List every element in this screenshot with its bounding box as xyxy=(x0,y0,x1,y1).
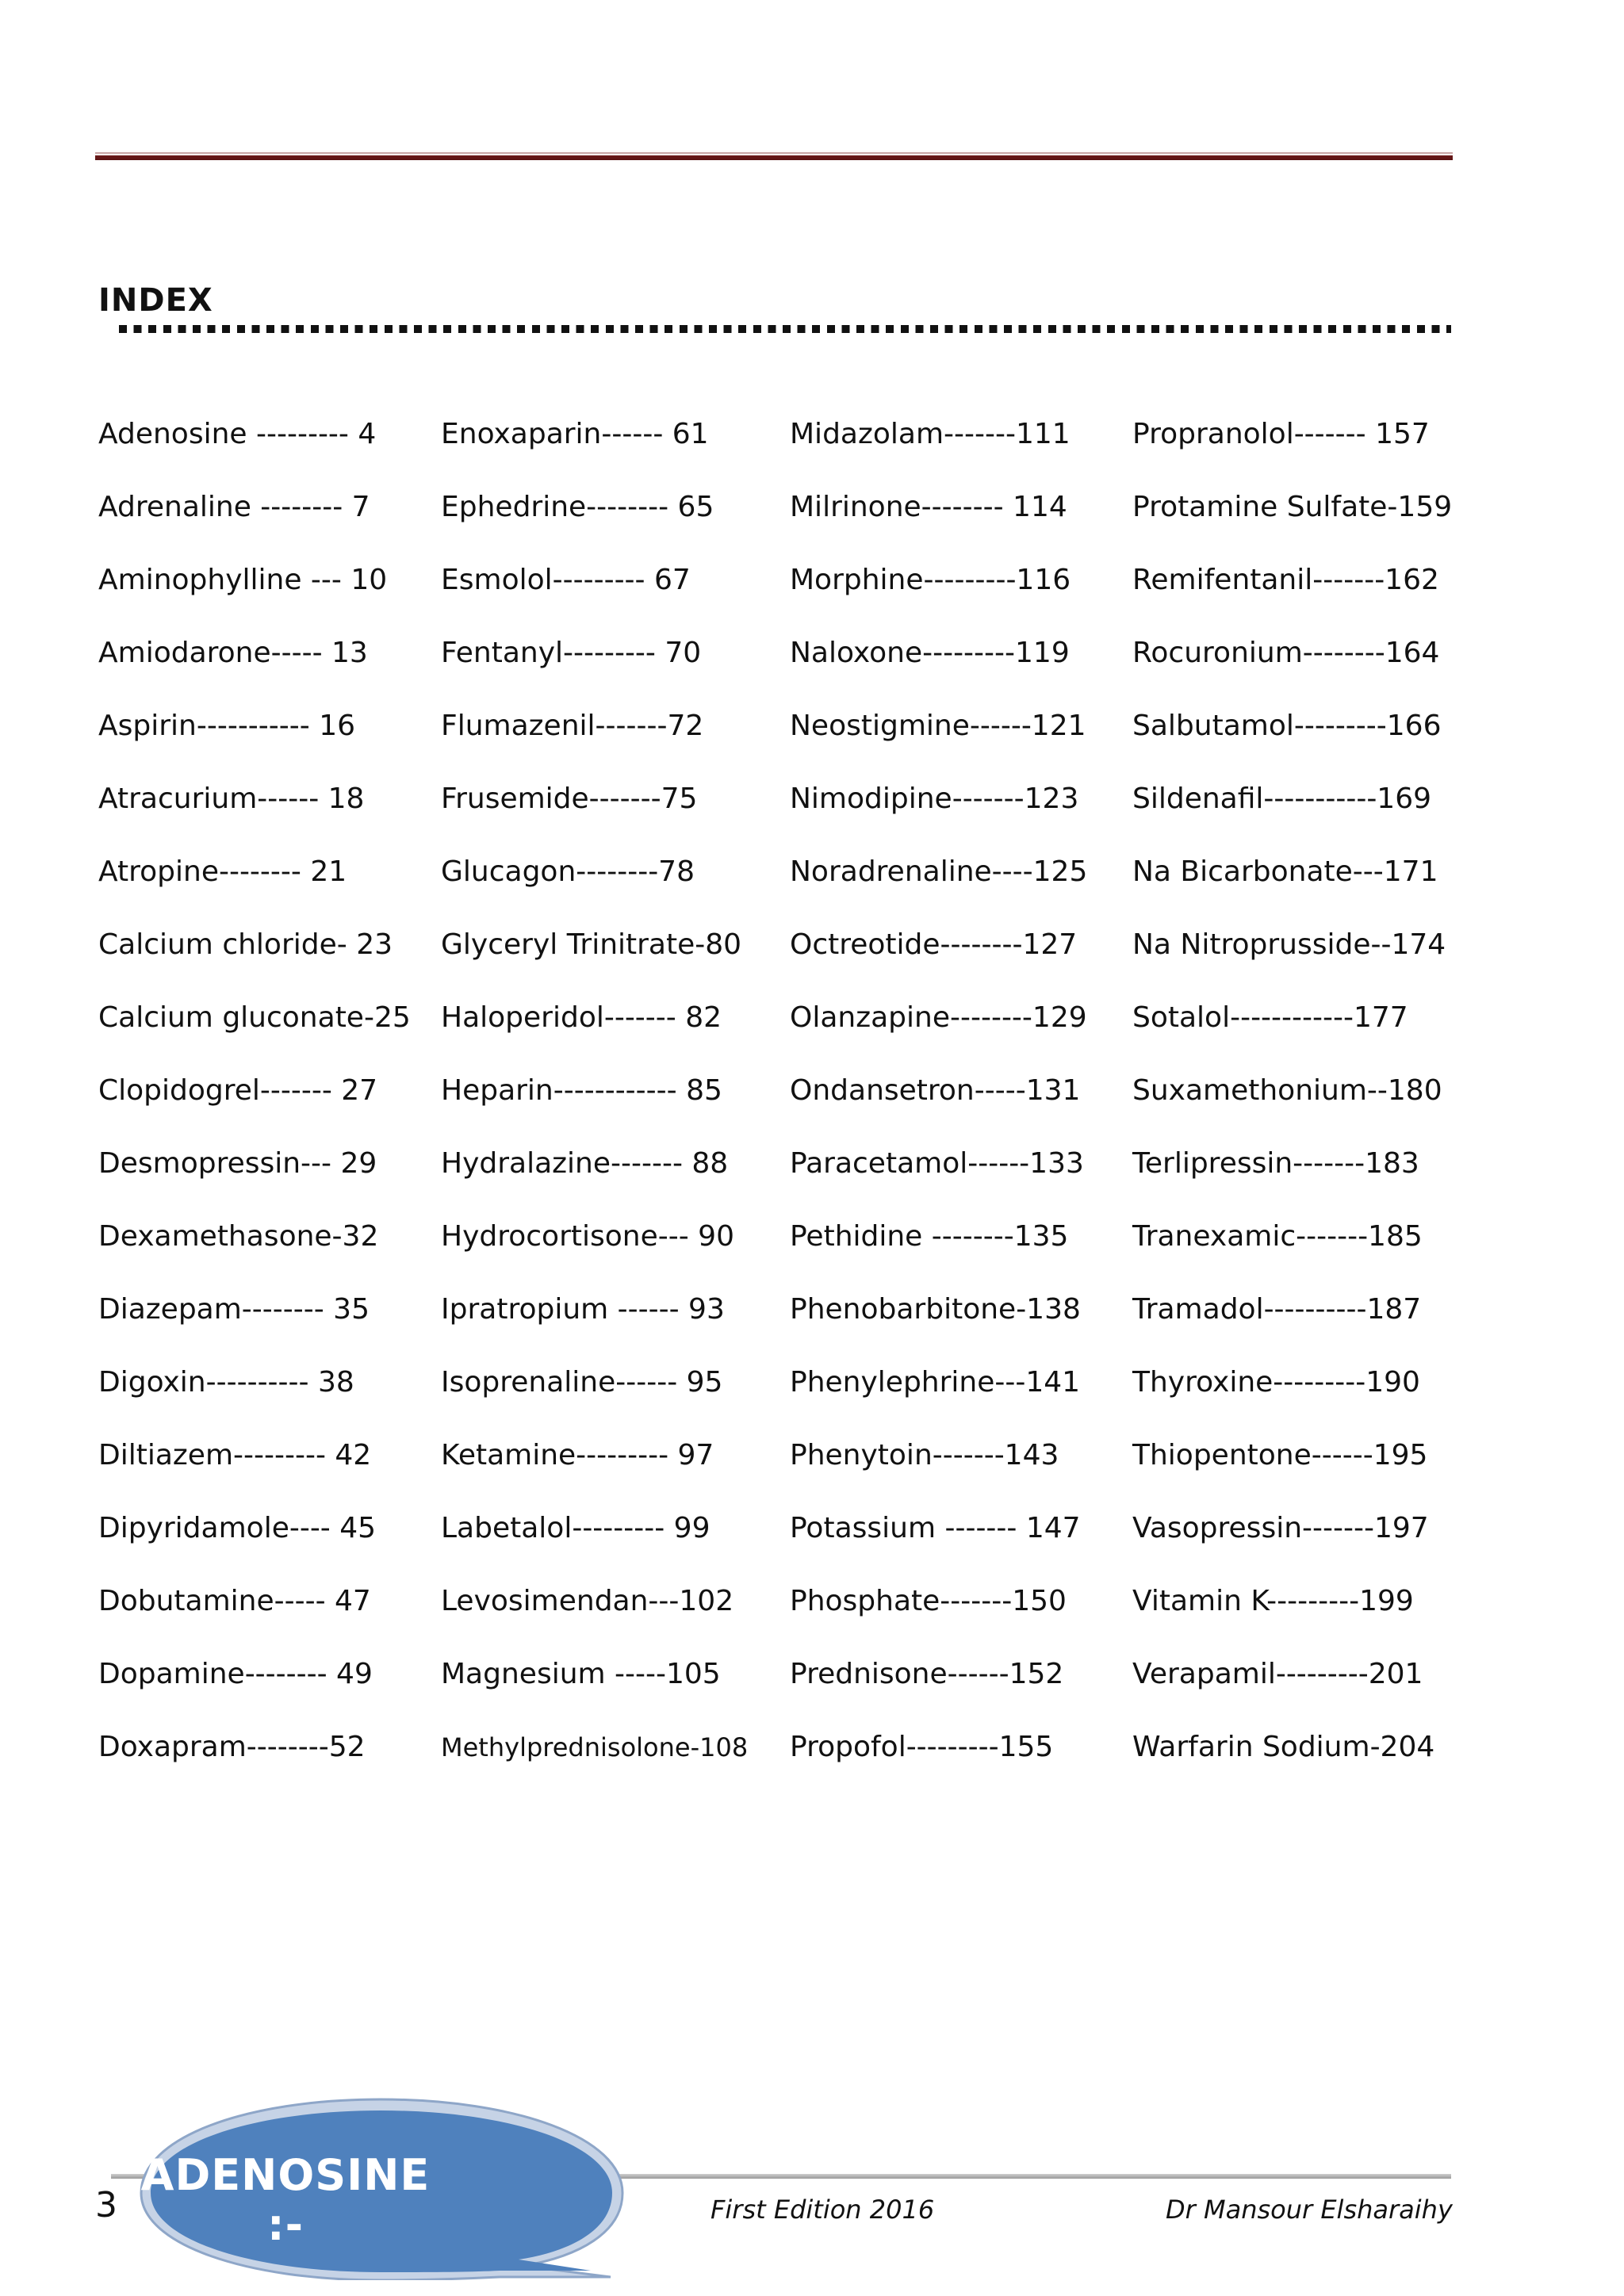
index-entry: Phenytoin-------143 xyxy=(790,1439,1059,1471)
index-entry: Aspirin----------- 16 xyxy=(98,710,355,742)
index-entry: Esmolol--------- 67 xyxy=(441,564,691,596)
index-entry: Pethidine --------135 xyxy=(790,1220,1069,1253)
index-entry: Verapamil---------201 xyxy=(1132,1658,1423,1690)
index-entry: Frusemide-------75 xyxy=(441,783,698,815)
index-entry: Adrenaline -------- 7 xyxy=(98,491,370,523)
index-entry: Enoxaparin------ 61 xyxy=(441,418,709,450)
index-entry: Ephedrine-------- 65 xyxy=(441,491,714,523)
index-entry: Tranexamic-------185 xyxy=(1132,1220,1423,1253)
index-entry: Levosimendan---102 xyxy=(441,1585,734,1617)
index-entry: Paracetamol------133 xyxy=(790,1147,1084,1180)
index-entry: Methylprednisolone-108 xyxy=(441,1732,749,1762)
index-entry: Vitamin K---------199 xyxy=(1132,1585,1414,1617)
index-entry: Magnesium -----105 xyxy=(441,1658,721,1690)
index-column-4 xyxy=(1132,411,1452,1797)
index-entry: Prednisone------152 xyxy=(790,1658,1064,1690)
page-number: 3 xyxy=(95,2185,117,2225)
index-entry: Sotalol------------177 xyxy=(1132,1001,1408,1034)
index-entry: Digoxin---------- 38 xyxy=(98,1366,354,1399)
index-entry: Na Nitroprusside--174 xyxy=(1132,928,1446,961)
index-entry: Na Bicarbonate---171 xyxy=(1132,855,1438,888)
index-entry: Flumazenil-------72 xyxy=(441,710,704,742)
index-entry: Diazepam-------- 35 xyxy=(98,1293,370,1326)
index-entry: Clopidogrel------- 27 xyxy=(98,1074,378,1107)
index-entry: Suxamethonium--180 xyxy=(1132,1074,1442,1107)
index-entry: Propofol---------155 xyxy=(790,1731,1054,1763)
index-entry: Phenylephrine---141 xyxy=(790,1366,1081,1399)
index-entry: Octreotide--------127 xyxy=(790,928,1078,961)
index-entry: Remifentanil-------162 xyxy=(1132,564,1439,596)
index-entry: Heparin------------ 85 xyxy=(441,1074,722,1107)
index-entry: Tramadol----------187 xyxy=(1132,1293,1422,1326)
index-column-2 xyxy=(441,411,748,1797)
index-entry: Ipratropium ------ 93 xyxy=(441,1293,725,1326)
index-entry: Terlipressin-------183 xyxy=(1132,1147,1419,1180)
index-entry: Phosphate-------150 xyxy=(790,1585,1067,1617)
index-entry: Glyceryl Trinitrate-80 xyxy=(441,928,742,961)
index-entry: Thyroxine---------190 xyxy=(1132,1366,1420,1399)
index-entry: Doxapram--------52 xyxy=(98,1731,366,1763)
index-entry: Potassium ------- 147 xyxy=(790,1512,1081,1544)
index-entry: Ketamine--------- 97 xyxy=(441,1439,714,1471)
index-entry: Atropine-------- 21 xyxy=(98,855,347,888)
index-entry: Dopamine-------- 49 xyxy=(98,1658,373,1690)
index-entry: Midazolam-------111 xyxy=(790,418,1071,450)
index-column-1 xyxy=(98,411,411,1797)
index-entry: Adenosine --------- 4 xyxy=(98,418,377,450)
index-entry: Rocuronium--------164 xyxy=(1132,637,1440,669)
index-entry: Atracurium------ 18 xyxy=(98,783,365,815)
index-entry: Neostigmine------121 xyxy=(790,710,1086,742)
index-entry: Morphine---------116 xyxy=(790,564,1071,596)
index-entry: Labetalol--------- 99 xyxy=(441,1512,710,1544)
index-dashed-rule xyxy=(119,325,1451,333)
index-column-3 xyxy=(790,411,1087,1797)
index-entry: Amiodarone----- 13 xyxy=(98,637,368,669)
index-entry: Dipyridamole---- 45 xyxy=(98,1512,377,1544)
index-entry: Warfarin Sodium-204 xyxy=(1132,1731,1435,1763)
index-entry: Milrinone-------- 114 xyxy=(790,491,1067,523)
index-entry: Hydrocortisone--- 90 xyxy=(441,1220,734,1253)
index-entry: Sildenafil-----------169 xyxy=(1132,783,1432,815)
index-entry: Ondansetron-----131 xyxy=(790,1074,1081,1107)
index-entry: Nimodipine-------123 xyxy=(790,783,1079,815)
index-entry: Isoprenaline------ 95 xyxy=(441,1366,723,1399)
index-entry: Dobutamine----- 47 xyxy=(98,1585,371,1617)
index-entry: Glucagon--------78 xyxy=(441,855,695,888)
index-entry: Calcium chloride- 23 xyxy=(98,928,393,961)
index-entry: Dexamethasone-32 xyxy=(98,1220,379,1253)
index-entry: Phenobarbitone-138 xyxy=(790,1293,1081,1326)
index-entry: Aminophylline --- 10 xyxy=(98,564,388,596)
index-entry: Calcium gluconate-25 xyxy=(98,1001,411,1034)
index-title: INDEX xyxy=(98,282,213,319)
index-entry: Olanzapine--------129 xyxy=(790,1001,1087,1034)
chapter-banner-label: ADENOSINE :- xyxy=(140,2150,431,2250)
index-entry: Hydralazine------- 88 xyxy=(441,1147,729,1180)
index-entry: Noradrenaline----125 xyxy=(790,855,1088,888)
index-entry: Thiopentone------195 xyxy=(1132,1439,1428,1471)
index-entry: Vasopressin-------197 xyxy=(1132,1512,1429,1544)
index-entry: Propranolol------- 157 xyxy=(1132,418,1430,450)
index-entry: Diltiazem--------- 42 xyxy=(98,1439,372,1471)
index-entry: Naloxone---------119 xyxy=(790,637,1070,669)
index-entry: Desmopressin--- 29 xyxy=(98,1147,377,1180)
index-entry: Salbutamol---------166 xyxy=(1132,710,1442,742)
index-entry: Haloperidol------- 82 xyxy=(441,1001,722,1034)
top-rule xyxy=(95,152,1453,160)
footer-author: Dr Mansour Elsharaihy xyxy=(1166,2195,1453,2225)
footer-edition: First Edition 2016 xyxy=(710,2195,935,2225)
index-entry: Protamine Sulfate-159 xyxy=(1132,491,1453,523)
index-entry: Fentanyl--------- 70 xyxy=(441,637,702,669)
